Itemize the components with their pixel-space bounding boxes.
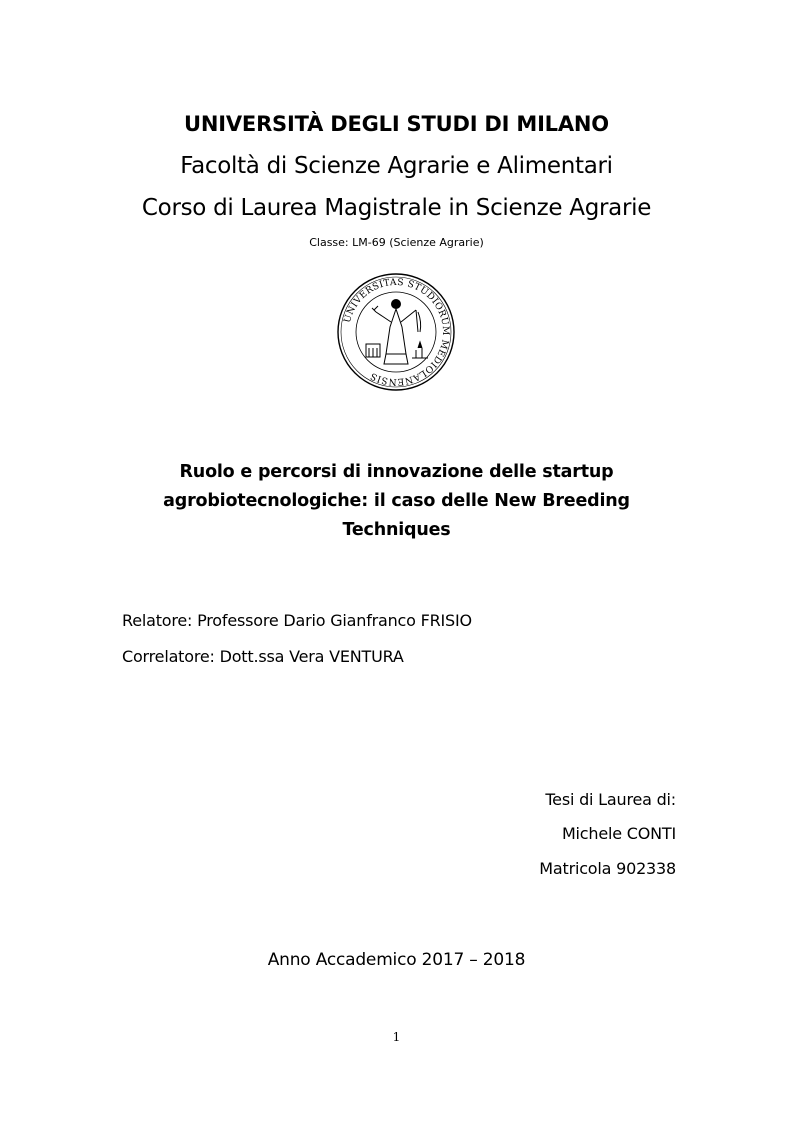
course-name: Corso di Laurea Magistrale in Scienze Agrarie [141,195,652,221]
degree-class: Classe: LM-69 (Scienze Agrarie) [309,236,484,249]
student-id: Matricola 902338 [539,859,676,878]
academic-year: Anno Accademico 2017 – 2018 [267,950,526,970]
thesis-author-label: Tesi di Laurea di: [545,790,676,809]
university-name: UNIVERSITÀ DEGLI STUDI DI MILANO [184,112,609,136]
thesis-title: Ruolo e percorsi di innovazione delle startup agrobiotecnologiche: il caso delle New Breeding Techniques [163,462,630,540]
relatore: Relatore: Professore Dario Gianfranco FRISIO [122,611,472,630]
university-seal-icon [336,272,456,392]
seal-motto: UNIVERSITAS STUDIORUM MEDIOLANENSIS [341,276,452,388]
page-number: 1 [392,1030,401,1044]
correlatore: Correlatore: Dott.ssa Vera VENTURA [122,647,404,666]
svg-text:UNIVERSITAS STUDIORUM MEDIOLAN [342,277,451,387]
author-name: Michele CONTI [561,824,676,843]
faculty-name: Facoltà di Scienze Agrarie e Alimentari [180,153,613,179]
